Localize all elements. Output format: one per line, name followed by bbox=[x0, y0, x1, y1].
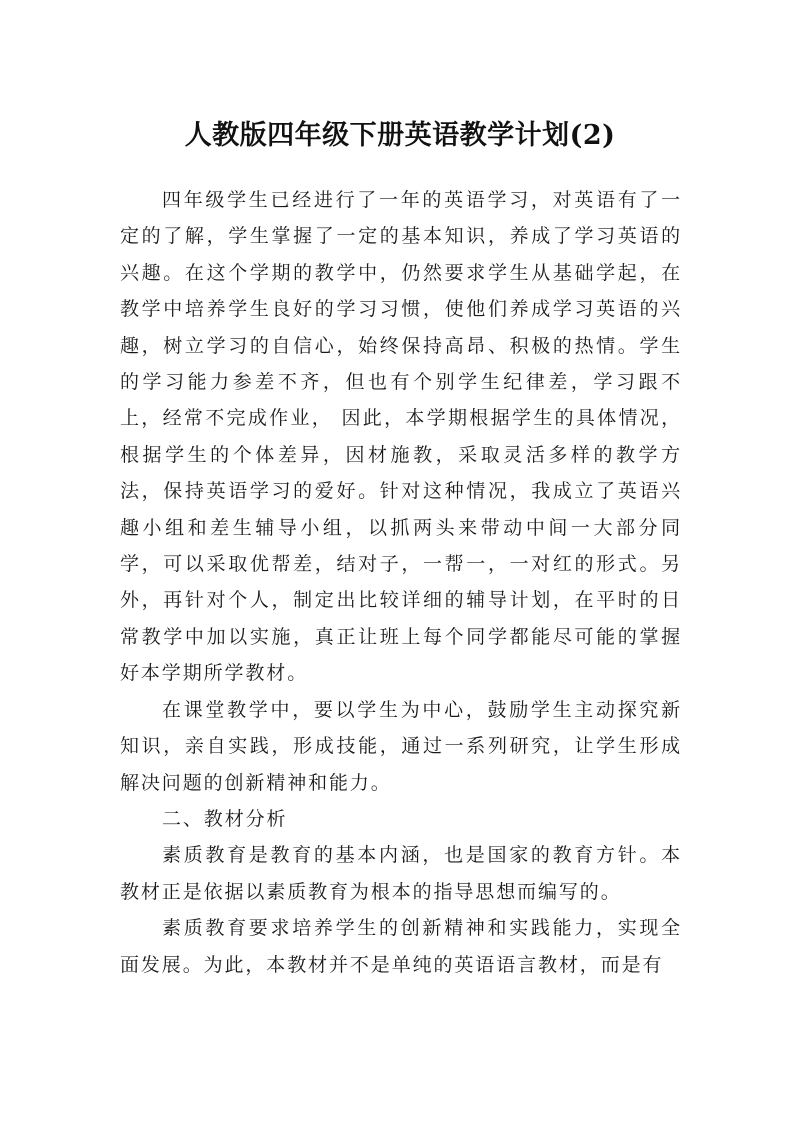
paragraph-quality-education: 素质教育是教育的基本内涵，也是国家的教育方针。本教材正是依据以素质教育为根本的指导思想而编写的。 bbox=[120, 844, 682, 903]
document-body bbox=[120, 182, 682, 983]
paragraph-student-analysis: 四年级学生已经进行了一年的英语学习，对英语有了一定的了解，学生掌握了一定的基本知识，养成了学习英语的兴趣。在这个学期的教学中，仍然要求学生从基础学起，在教学中培养学生良好的学习习惯，使他们养成学习英语的兴趣，树立学习的自信心，始终保持高昂、积极的热情。学生的学习能力参差不齐，但也有个别学生纪律差，学习跟不上，经常不完成作业， 因此，本学期根据学生的具体情况，根据学生的个体差异，因材施教，采取灵活多样的教学方法，保持英语学习的爱好。针对这种情况，我成立了英语兴趣小组和差生辅导小组，以抓两头来带动中间一大部分同学，可以采取优帮差，结对子，一帮一，一对红的形式。另外，再针对个人，制定出比较详细的辅导计划，在平时的日常教学中加以实施，真正让班上每个同学都能尽可能的掌握好本学期所学教材。 bbox=[120, 189, 682, 685]
section-heading-textbook-analysis: 二、教材分析 bbox=[162, 807, 288, 830]
paragraph-innovation-practice: 素质教育要求培养学生的创新精神和实践能力，实现全面发展。为此，本教材并不是单纯的英语语言教材，而是有 bbox=[120, 917, 682, 976]
paragraph-classroom-teaching: 在课堂教学中，要以学生为中心，鼓励学生主动探究新知识，亲自实践，形成技能，通过一系列研究，让学生形成解决问题的创新精神和能力。 bbox=[120, 698, 682, 794]
document-title: 人教版四年级下册英语教学计划(2) bbox=[184, 120, 616, 152]
